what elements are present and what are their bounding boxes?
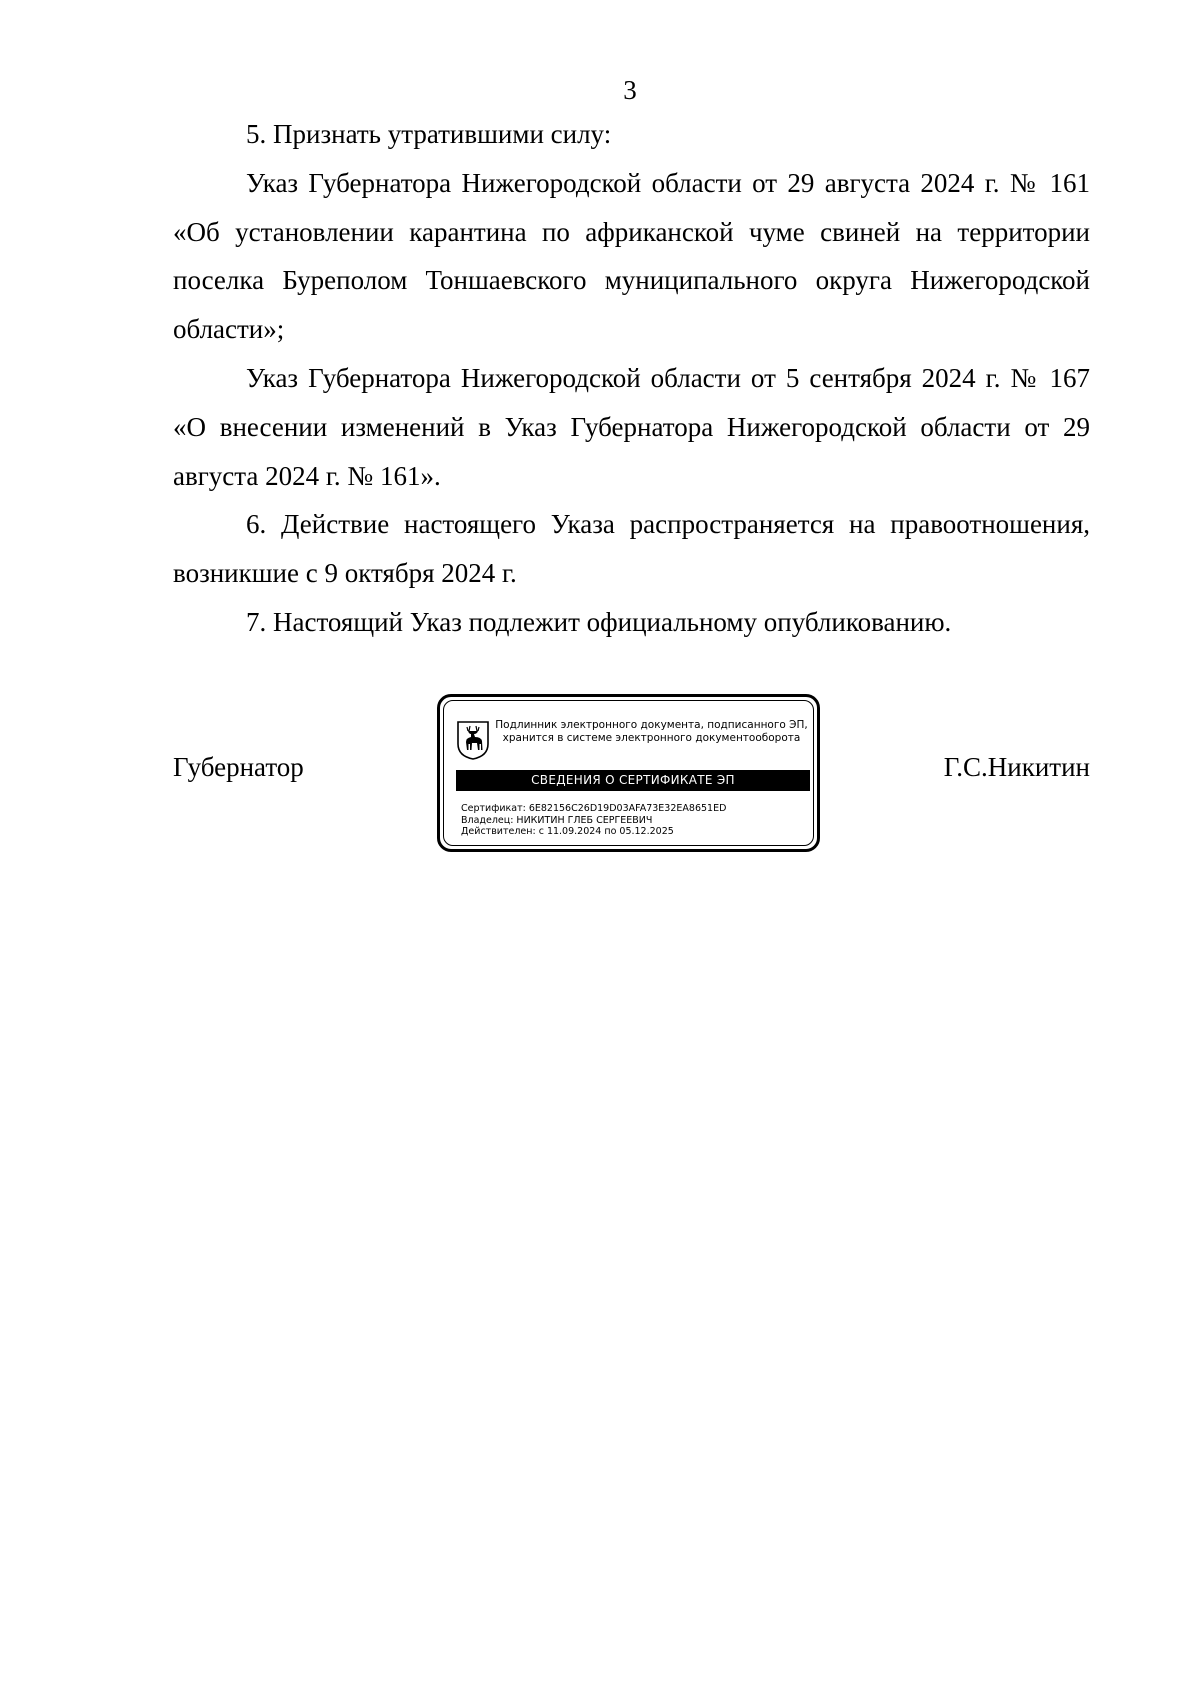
stamp-header-line-2: хранится в системе электронного документооборота xyxy=(502,732,801,744)
signatory-name: Г.С.Никитин xyxy=(943,752,1090,782)
certificate-validity: Действителен: с 11.09.2024 по 05.12.2025 xyxy=(461,826,674,837)
document-body xyxy=(173,110,1090,647)
page-number: 3 xyxy=(623,75,637,105)
nizhny-novgorod-deer-emblem-icon xyxy=(456,720,490,760)
stamp-inner-border xyxy=(443,700,814,846)
stamp-header xyxy=(494,719,809,745)
paragraph-decree-167: Указ Губернатора Нижегородской области от 5 сентября 2024 г. № 167 «О внесении изменений в Указ Губернатора Нижегородской области от 29 августа 2024 г. № 161». xyxy=(173,362,1090,491)
paragraph-decree-161: Указ Губернатора Нижегородской области от 29 августа 2024 г. № 161 «Об установлении карантина по африканской чуме свиней на территории поселка Буреполом Тоншаевского муниципального округа Нижегородской области»; xyxy=(173,167,1090,345)
signatory-title: Губернатор xyxy=(173,752,304,782)
stamp-header-line-1: Подлинник электронного документа, подписанного ЭП, xyxy=(495,719,808,731)
certificate-owner: Владелец: НИКИТИН ГЛЕБ СЕРГЕЕВИЧ xyxy=(461,814,653,826)
paragraph-6: 6. Действие настоящего Указа распространяется на правоотношения, возникшие с 9 октября 2024 г. xyxy=(173,509,1090,589)
certificate-info-bar: СВЕДЕНИЯ О СЕРТИФИКАТЕ ЭП xyxy=(456,770,810,791)
electronic-signature-stamp xyxy=(437,694,820,852)
paragraph-5: 5. Признать утратившими силу: xyxy=(246,119,612,149)
certificate-number: Сертификат: 6E82156C26D19D03AFA73E32EA8651ED xyxy=(461,803,727,814)
paragraph-7: 7. Настоящий Указ подлежит официальному опубликованию. xyxy=(246,606,952,637)
certificate-details xyxy=(461,803,811,838)
